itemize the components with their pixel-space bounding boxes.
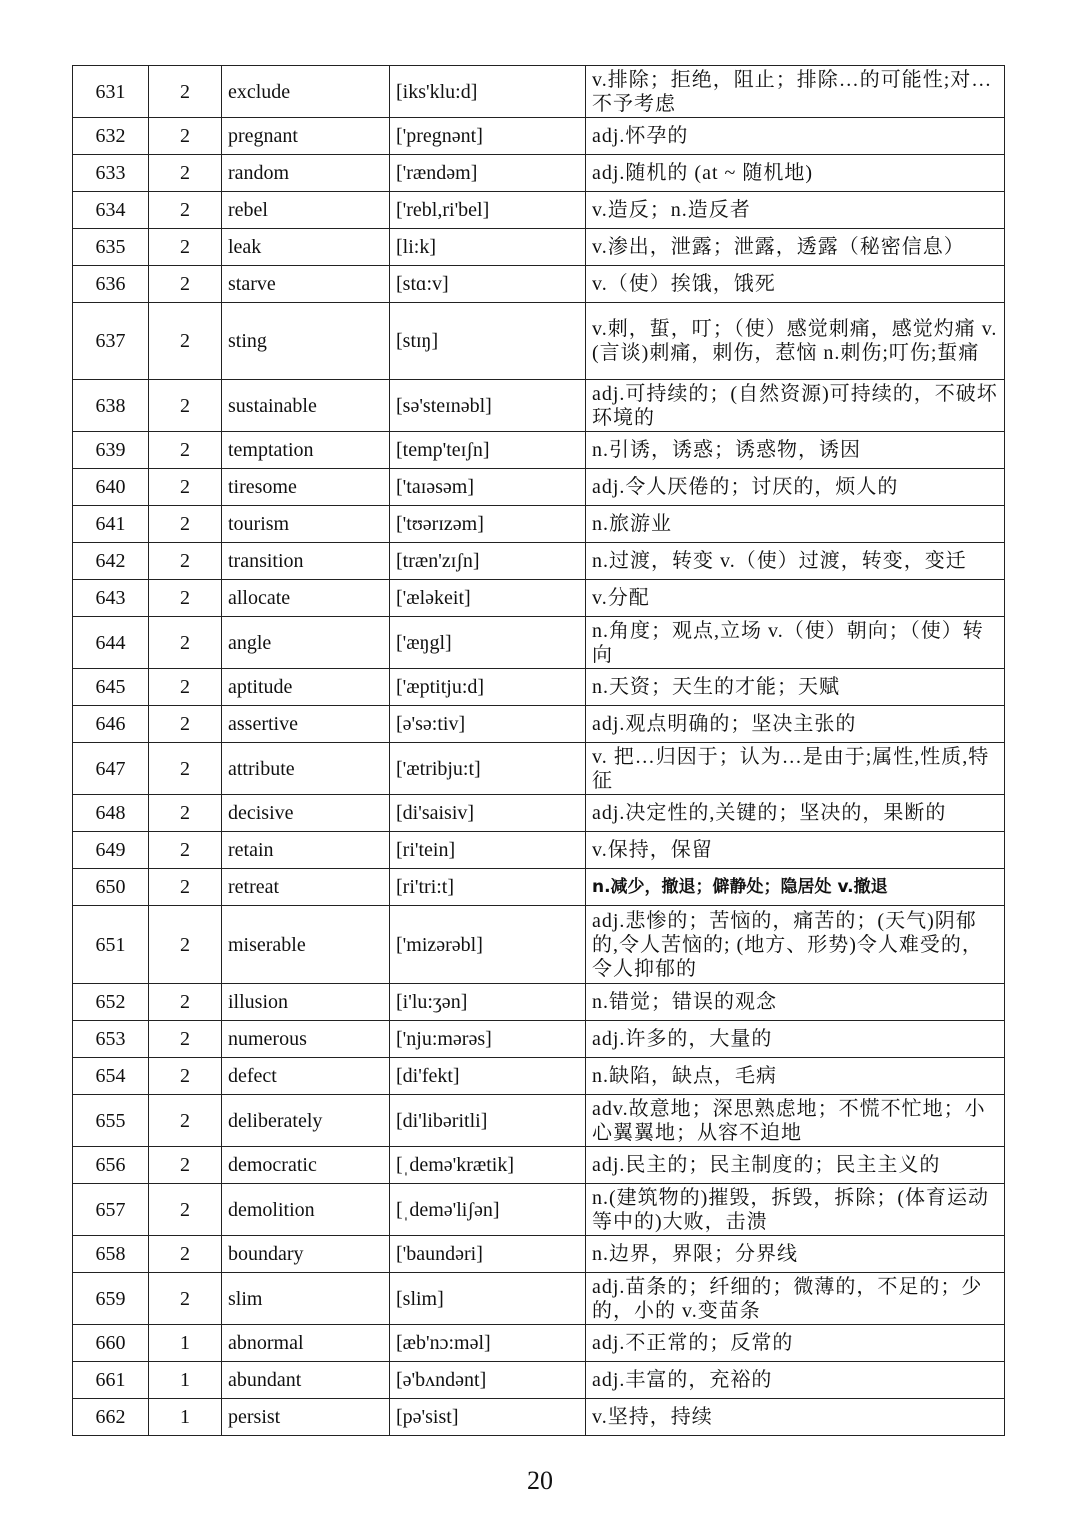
entry-word: transition <box>222 543 390 580</box>
entry-phonetic: [æb'nɔ:məl] <box>390 1325 586 1362</box>
entry-word: assertive <box>222 706 390 743</box>
entry-word: abnormal <box>222 1325 390 1362</box>
entry-word: attribute <box>222 743 390 795</box>
entry-word: abundant <box>222 1362 390 1399</box>
entry-definition: adj.悲惨的；苦恼的，痛苦的；(天气)阴郁的,令人苦恼的; (地方、形势)令人难受的，令人抑郁的 <box>586 906 1005 984</box>
entry-level: 2 <box>149 118 222 155</box>
entry-phonetic: ['tʊərɪzəm] <box>390 506 586 543</box>
entry-definition: n.引诱，诱惑；诱惑物，诱因 <box>586 432 1005 469</box>
entry-level: 2 <box>149 580 222 617</box>
table-row <box>73 1021 1005 1058</box>
entry-level: 2 <box>149 543 222 580</box>
entry-phonetic: ['taɪəsəm] <box>390 469 586 506</box>
entry-word: decisive <box>222 795 390 832</box>
entry-number: 656 <box>73 1147 149 1184</box>
entry-phonetic: [di'fekt] <box>390 1058 586 1095</box>
entry-level: 2 <box>149 432 222 469</box>
entry-definition: n.(建筑物的)摧毁，拆毁，拆除；(体育运动等中的)大败，击溃 <box>586 1184 1005 1236</box>
entry-definition: adj.民主的；民主制度的；民主主义的 <box>586 1147 1005 1184</box>
entry-word: democratic <box>222 1147 390 1184</box>
table-row <box>73 1147 1005 1184</box>
entry-definition: v.刺，蜇，叮；（使）感觉刺痛，感觉灼痛 v.(言谈)刺痛，刺伤，惹恼 n.刺伤;叮伤;蜇痛 <box>586 303 1005 380</box>
entry-number: 657 <box>73 1184 149 1236</box>
entry-phonetic: ['æŋgl] <box>390 617 586 669</box>
entry-definition: adj.决定性的,关键的；坚决的，果断的 <box>586 795 1005 832</box>
entry-definition: v. 把…归因于；认为…是由于;属性,性质,特征 <box>586 743 1005 795</box>
table-row <box>73 906 1005 984</box>
table-row <box>73 506 1005 543</box>
table-row <box>73 1362 1005 1399</box>
entry-phonetic: [ri'tein] <box>390 832 586 869</box>
table-row <box>73 1058 1005 1095</box>
entry-number: 658 <box>73 1236 149 1273</box>
entry-number: 642 <box>73 543 149 580</box>
entry-word: starve <box>222 266 390 303</box>
entry-word: allocate <box>222 580 390 617</box>
entry-definition: adj.随机的 (at ~ 随机地) <box>586 155 1005 192</box>
entry-level: 2 <box>149 984 222 1021</box>
entry-number: 632 <box>73 118 149 155</box>
entry-level: 2 <box>149 1184 222 1236</box>
entry-number: 641 <box>73 506 149 543</box>
table-row <box>73 832 1005 869</box>
entry-number: 659 <box>73 1273 149 1325</box>
entry-definition: adj.不正常的；反常的 <box>586 1325 1005 1362</box>
entry-definition: adv.故意地；深思熟虑地；不慌不忙地；小心翼翼地；从容不迫地 <box>586 1095 1005 1147</box>
entry-level: 2 <box>149 1095 222 1147</box>
entry-definition: v.（使）挨饿，饿死 <box>586 266 1005 303</box>
entry-number: 655 <box>73 1095 149 1147</box>
table-row <box>73 743 1005 795</box>
entry-number: 652 <box>73 984 149 1021</box>
entry-level: 2 <box>149 669 222 706</box>
entry-definition: adj.令人厌倦的；讨厌的，烦人的 <box>586 469 1005 506</box>
entry-level: 2 <box>149 380 222 432</box>
entry-level: 2 <box>149 1147 222 1184</box>
entry-level: 2 <box>149 706 222 743</box>
entry-phonetic: ['rebl,ri'bel] <box>390 192 586 229</box>
entry-definition: n.天资；天生的才能；天赋 <box>586 669 1005 706</box>
table-row <box>73 543 1005 580</box>
table-row <box>73 1184 1005 1236</box>
entry-word: retain <box>222 832 390 869</box>
table-row <box>73 469 1005 506</box>
entry-number: 637 <box>73 303 149 380</box>
entry-number: 631 <box>73 66 149 118</box>
entry-level: 2 <box>149 506 222 543</box>
entry-phonetic: [stɑ:v] <box>390 266 586 303</box>
entry-phonetic: ['æptitju:d] <box>390 669 586 706</box>
entry-phonetic: ['baundəri] <box>390 1236 586 1273</box>
table-row <box>73 229 1005 266</box>
entry-number: 654 <box>73 1058 149 1095</box>
entry-level: 2 <box>149 266 222 303</box>
entry-word: demolition <box>222 1184 390 1236</box>
entry-number: 645 <box>73 669 149 706</box>
table-row <box>73 303 1005 380</box>
vocabulary-table <box>72 65 1005 1436</box>
entry-level: 2 <box>149 66 222 118</box>
table-row <box>73 795 1005 832</box>
entry-word: illusion <box>222 984 390 1021</box>
entry-number: 660 <box>73 1325 149 1362</box>
entry-phonetic: ['ætribju:t] <box>390 743 586 795</box>
entry-level: 2 <box>149 229 222 266</box>
entry-phonetic: [iks'klu:d] <box>390 66 586 118</box>
entry-number: 651 <box>73 906 149 984</box>
entry-level: 2 <box>149 1236 222 1273</box>
entry-phonetic: [di'saisiv] <box>390 795 586 832</box>
table-row <box>73 1325 1005 1362</box>
entry-level: 2 <box>149 832 222 869</box>
entry-phonetic: [di'libəritli] <box>390 1095 586 1147</box>
entry-level: 2 <box>149 303 222 380</box>
entry-phonetic: [slim] <box>390 1273 586 1325</box>
entry-definition: n.减少，撤退；僻静处；隐居处 v.撤退 <box>586 869 1005 906</box>
entry-phonetic: [træn'zɪʃn] <box>390 543 586 580</box>
entry-word: angle <box>222 617 390 669</box>
entry-definition: adj.许多的，大量的 <box>586 1021 1005 1058</box>
entry-definition: n.旅游业 <box>586 506 1005 543</box>
entry-word: tourism <box>222 506 390 543</box>
table-row <box>73 1399 1005 1436</box>
entry-level: 1 <box>149 1399 222 1436</box>
entry-number: 647 <box>73 743 149 795</box>
entry-number: 639 <box>73 432 149 469</box>
entry-number: 643 <box>73 580 149 617</box>
entry-number: 662 <box>73 1399 149 1436</box>
entry-definition: adj.可持续的；(自然资源)可持续的，不破坏环境的 <box>586 380 1005 432</box>
entry-phonetic: [i'lu:ʒən] <box>390 984 586 1021</box>
entry-definition: n.边界，界限；分界线 <box>586 1236 1005 1273</box>
entry-word: deliberately <box>222 1095 390 1147</box>
entry-definition: n.错觉；错误的观念 <box>586 984 1005 1021</box>
entry-word: defect <box>222 1058 390 1095</box>
entry-definition: adj.丰富的，充裕的 <box>586 1362 1005 1399</box>
entry-definition: adj.苗条的；纤细的；微薄的，不足的；少的，小的 v.变苗条 <box>586 1273 1005 1325</box>
entry-word: sustainable <box>222 380 390 432</box>
entry-level: 2 <box>149 155 222 192</box>
entry-phonetic: ['pregnənt] <box>390 118 586 155</box>
entry-word: boundary <box>222 1236 390 1273</box>
entry-definition: v.保持，保留 <box>586 832 1005 869</box>
entry-definition: v.分配 <box>586 580 1005 617</box>
entry-level: 2 <box>149 1273 222 1325</box>
entry-phonetic: [temp'teɪʃn] <box>390 432 586 469</box>
page-number: 20 <box>527 1466 553 1495</box>
table-row <box>73 266 1005 303</box>
entry-number: 649 <box>73 832 149 869</box>
table-row <box>73 869 1005 906</box>
entry-word: miserable <box>222 906 390 984</box>
entry-definition: v.排除；拒绝，阻止；排除…的可能性;对…不予考虑 <box>586 66 1005 118</box>
entry-phonetic: ['rændəm] <box>390 155 586 192</box>
entry-phonetic: ['nju:mərəs] <box>390 1021 586 1058</box>
entry-definition: n.角度；观点,立场 v.（使）朝向；（使）转向 <box>586 617 1005 669</box>
entry-number: 635 <box>73 229 149 266</box>
entry-word: persist <box>222 1399 390 1436</box>
entry-word: exclude <box>222 66 390 118</box>
entry-level: 2 <box>149 469 222 506</box>
entry-word: numerous <box>222 1021 390 1058</box>
entry-level: 1 <box>149 1362 222 1399</box>
entry-definition: n.缺陷，缺点，毛病 <box>586 1058 1005 1095</box>
table-row <box>73 432 1005 469</box>
entry-definition: adj.怀孕的 <box>586 118 1005 155</box>
table-row <box>73 580 1005 617</box>
entry-level: 2 <box>149 795 222 832</box>
entry-level: 2 <box>149 743 222 795</box>
entry-level: 1 <box>149 1325 222 1362</box>
entry-number: 648 <box>73 795 149 832</box>
entry-phonetic: [ə'sə:tiv] <box>390 706 586 743</box>
table-row <box>73 1236 1005 1273</box>
table-row <box>73 1273 1005 1325</box>
table-row <box>73 669 1005 706</box>
entry-level: 2 <box>149 1021 222 1058</box>
entry-word: pregnant <box>222 118 390 155</box>
entry-level: 2 <box>149 869 222 906</box>
entry-word: tiresome <box>222 469 390 506</box>
entry-word: random <box>222 155 390 192</box>
entry-phonetic: [pə'sist] <box>390 1399 586 1436</box>
entry-level: 2 <box>149 192 222 229</box>
entry-number: 633 <box>73 155 149 192</box>
entry-word: sting <box>222 303 390 380</box>
entry-phonetic: [ˌdemə'liʃən] <box>390 1184 586 1236</box>
vocabulary-table-body <box>73 66 1005 1436</box>
entry-word: aptitude <box>222 669 390 706</box>
entry-number: 638 <box>73 380 149 432</box>
entry-number: 653 <box>73 1021 149 1058</box>
table-row <box>73 192 1005 229</box>
entry-number: 634 <box>73 192 149 229</box>
entry-phonetic: [ə'bʌndənt] <box>390 1362 586 1399</box>
entry-level: 2 <box>149 1058 222 1095</box>
entry-definition: v.造反；n.造反者 <box>586 192 1005 229</box>
entry-phonetic: ['mizərəbl] <box>390 906 586 984</box>
entry-word: retreat <box>222 869 390 906</box>
entry-definition: adj.观点明确的；坚决主张的 <box>586 706 1005 743</box>
table-row <box>73 118 1005 155</box>
entry-number: 640 <box>73 469 149 506</box>
entry-definition: n.过渡，转变 v.（使）过渡，转变，变迁 <box>586 543 1005 580</box>
table-row <box>73 617 1005 669</box>
table-row <box>73 1095 1005 1147</box>
entry-number: 646 <box>73 706 149 743</box>
entry-word: temptation <box>222 432 390 469</box>
entry-level: 2 <box>149 617 222 669</box>
entry-word: slim <box>222 1273 390 1325</box>
entry-number: 644 <box>73 617 149 669</box>
entry-word: rebel <box>222 192 390 229</box>
table-row <box>73 66 1005 118</box>
entry-definition: v.渗出，泄露；泄露，透露（秘密信息） <box>586 229 1005 266</box>
table-row <box>73 706 1005 743</box>
table-row <box>73 155 1005 192</box>
table-row <box>73 380 1005 432</box>
entry-number: 661 <box>73 1362 149 1399</box>
entry-word: leak <box>222 229 390 266</box>
entry-level: 2 <box>149 906 222 984</box>
entry-number: 636 <box>73 266 149 303</box>
entry-phonetic: [li:k] <box>390 229 586 266</box>
table-row <box>73 984 1005 1021</box>
entry-phonetic: [stɪŋ] <box>390 303 586 380</box>
entry-phonetic: ['æləkeit] <box>390 580 586 617</box>
entry-definition: v.坚持，持续 <box>586 1399 1005 1436</box>
entry-number: 650 <box>73 869 149 906</box>
entry-phonetic: [ˌdemə'krætik] <box>390 1147 586 1184</box>
entry-phonetic: [ri'tri:t] <box>390 869 586 906</box>
entry-phonetic: [sə'steɪnəbl] <box>390 380 586 432</box>
